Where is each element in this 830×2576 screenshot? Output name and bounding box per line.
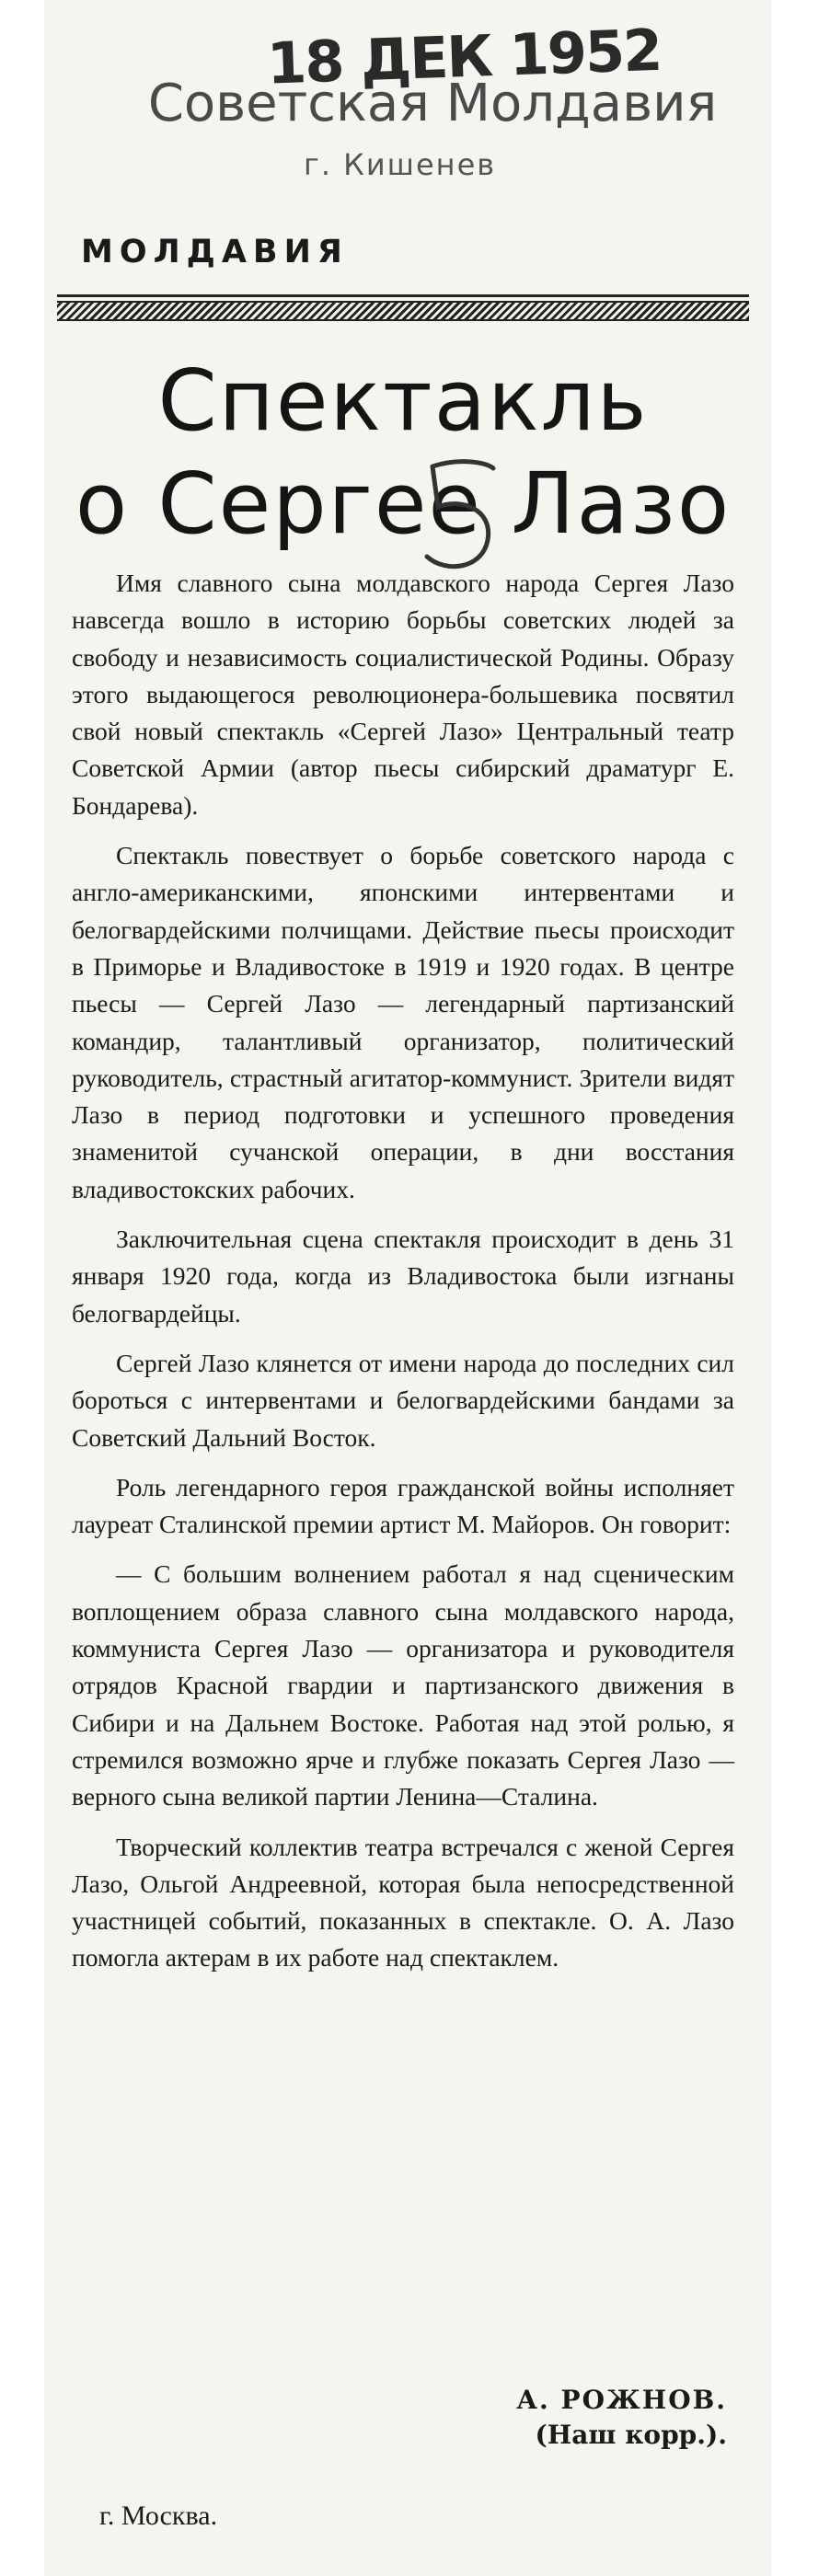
paragraph: Роль легендарного героя гражданской войны исполняет лауреат Сталинской премии артист М. Майоров. Он говорит: bbox=[72, 1472, 734, 1539]
paragraph: Заключительная сцена спектакля происходит в день 31 января 1920 года, когда из Владивостока были изгнаны белогвардейцы. bbox=[72, 1225, 734, 1328]
author-signature bbox=[478, 2383, 727, 2453]
headline-line-2: о Сергее Лазо bbox=[75, 454, 732, 553]
stamp-newspaper-name: Советская Молдавия bbox=[147, 74, 718, 133]
stamp-date: 18 ДЕК 1952 bbox=[265, 16, 663, 98]
paragraph: Сергей Лазо клянется от имени народа до последних сил бороться с интервентами и белогвардейскими бандами за Советский Дальний Восток. bbox=[72, 1348, 734, 1452]
author-role: (Наш корр.). bbox=[535, 2420, 727, 2450]
dateline: г. Москва. bbox=[99, 2501, 218, 2531]
author-name: А. РОЖНОВ. bbox=[516, 2385, 727, 2415]
paragraph: Имя славного сына молдавского народа Сергея Лазо навсегда вошло в историю борьбы советских людей за свободу и независимость социалистической Родины. Образу этого выдающегося революционера-большевика посвятил свой новый спектакль «Сергей Лазо» Центральный театр Советской Армии (автор пьесы сибирский драматург Е. Бондарева). bbox=[72, 569, 734, 820]
article-body bbox=[72, 565, 734, 1990]
article-headline bbox=[57, 350, 749, 556]
paragraph-quote: — С большим волнением работал я над сценическим воплощением образа славного сына молдавского народа, коммуниста Сергея Лазо — организатора и руководителя отрядов Красной гвардии и партизанского движения в Сибири и на Дальнем Востоке. Работая над этой ролью, я стремился возможно ярче и глубже показать Сергея Лазо — верного сына великой партии Ленина—Сталина. bbox=[72, 1559, 734, 1811]
section-rubric: МОЛДАВИЯ bbox=[81, 234, 349, 270]
divider-thin bbox=[57, 294, 749, 297]
stamp-city: г. Кишенев bbox=[304, 147, 497, 182]
headline-line-1: Спектакль bbox=[157, 351, 649, 450]
divider-hatched bbox=[57, 301, 749, 321]
paragraph: Творческий коллектив театра встречался с женой Сергея Лазо, Ольгой Андреевной, которая была непосредственной участницей событий, показанных в спектакле. О. А. Лазо помогла актерам в их работе над спектаклем. bbox=[72, 1832, 734, 1972]
paragraph: Спектакль повествует о борьбе советского народа с англо-американскими, японскими интервентами и белогвардейскими полчищами. Действие пьесы происходит в Приморье и Владивостоке в 1919 и 1920 годах. В центре пьесы — Сергей Лазо — легендарный партизанский командир, талантливый организатор, политический руководитель, страстный агитатор-коммунист. Зрители видят Лазо в период подготовки и успешного проведения знаменитой сучанской операции, в дни восстания владивостокских рабочих. bbox=[72, 841, 734, 1203]
